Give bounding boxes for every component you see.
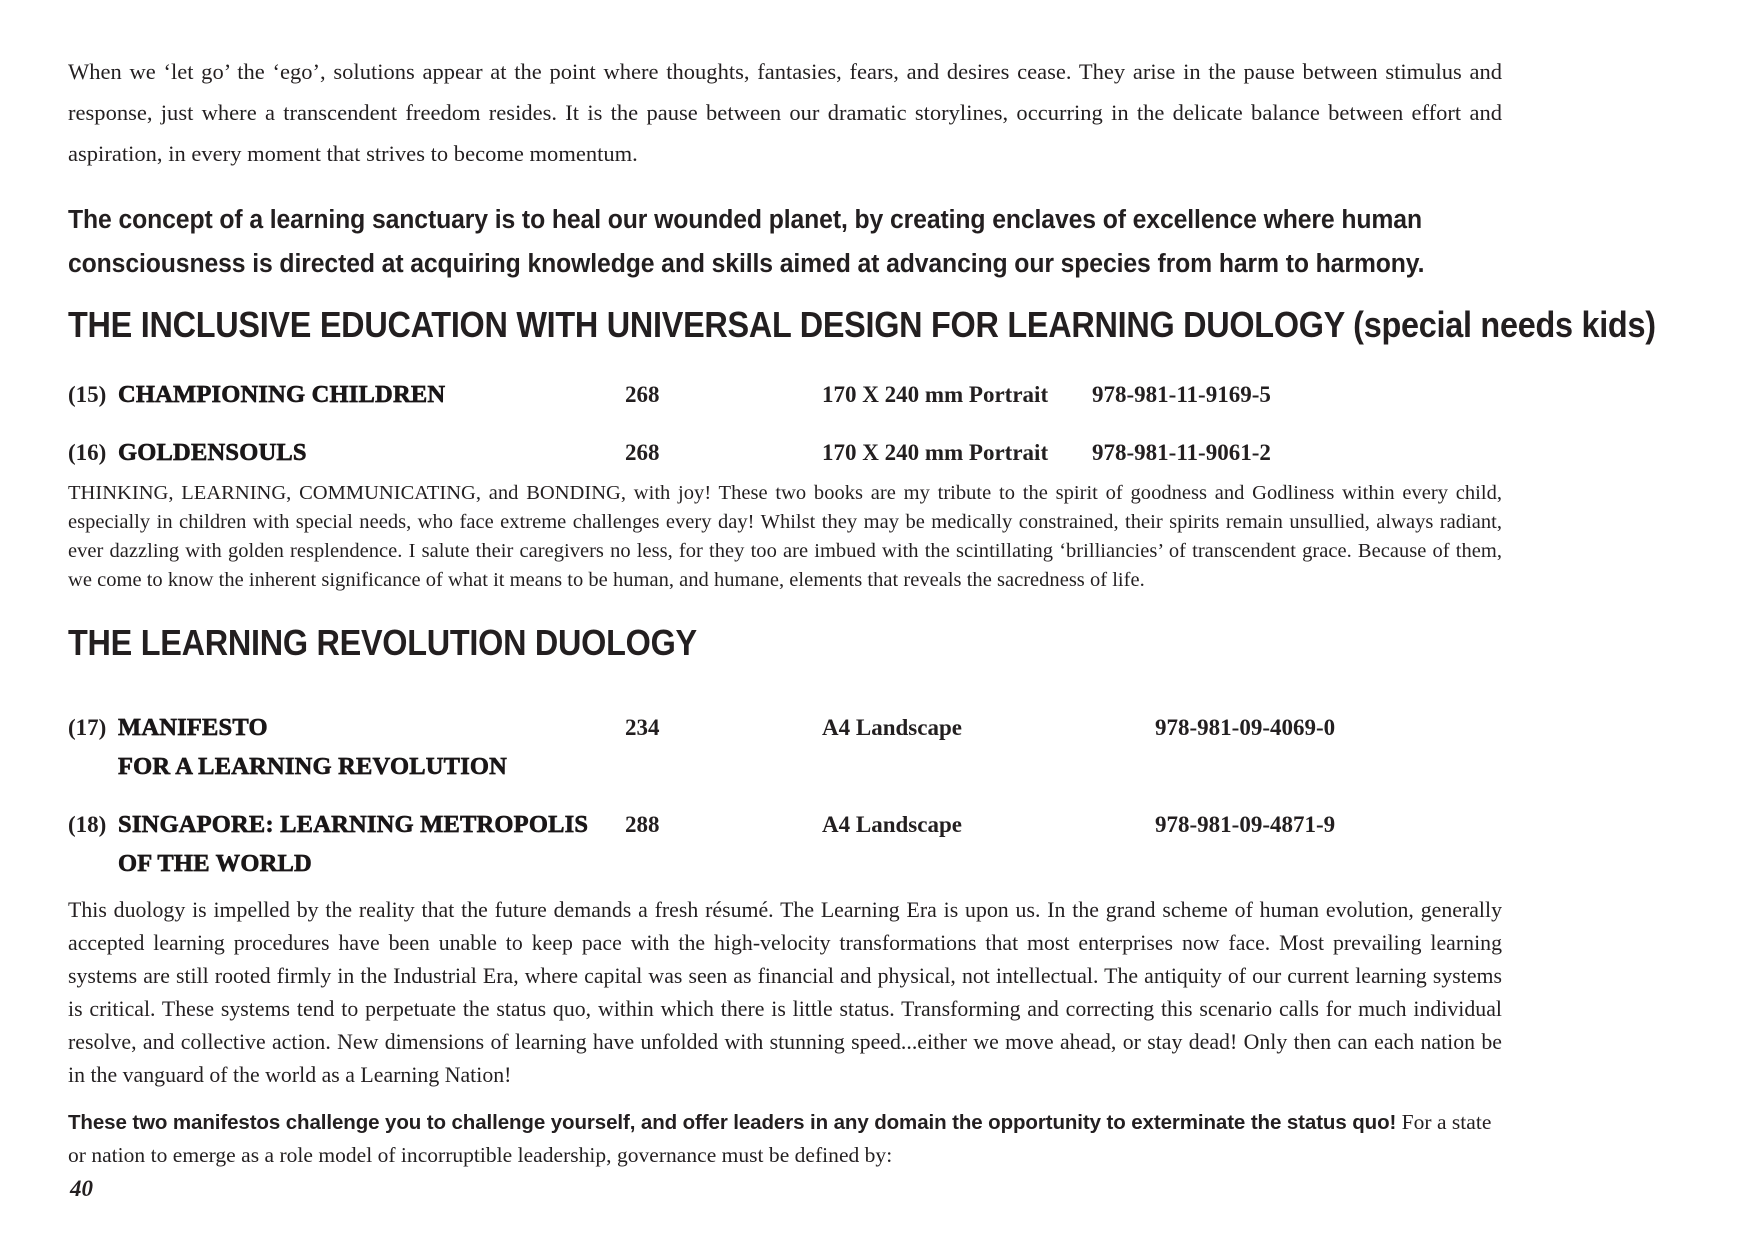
closing-bold-lead: These two manifestos challenge you to challenge yourself, and offer leaders in any domain the opportunity to exterminate the status quo! [68,1111,1397,1135]
entry-trim-size: 170 X 240 mm Portrait [822,381,1049,407]
entry-page-count: 268 [625,381,660,407]
entry-page-count: 288 [625,811,660,837]
section-heading-main-text: THE INCLUSIVE EDUCATION WITH UNIVERSAL DESIGN FOR LEARNING DUOLOGY [68,303,1354,345]
book-entry-row [68,439,1502,467]
entry-trim-size: A4 Landscape [822,811,962,837]
entry-title-continuation: OF THE WORLD [118,849,312,877]
book-entry-row [68,714,1502,742]
entry-trim-size: 170 X 240 mm Portrait [822,439,1049,465]
entry-page-count: 268 [625,439,660,465]
entry-title-continuation: FOR A LEARNING REVOLUTION [118,752,508,780]
book-entry-row [68,381,1502,409]
entry-isbn: 978-981-11-9169-5 [1092,381,1271,407]
entry-title: MANIFESTO [118,713,268,741]
learning-revolution-description: This duology is impelled by the reality that the future demands a fresh résumé. The Learning Era is upon us. In the grand scheme of human evolution, generally accepted learning procedures have been unable to keep pace with the high-velocity transformations that most enterprises now face. Most prevailing learning systems are still rooted firmly in the Industrial Era, where capital was seen as financial and physical, not intellectual. The antiquity of our current learning systems is critical. These systems tend to perpetuate the status quo, within which there is little status. Transforming and correcting this scenario calls for much individual resolve, and collective action. New dimensions of learning have unfolded with stunning speed...either we move ahead, or stay dead! Only then can each nation be in the vanguard of the world as a Learning Nation! [68,897,1502,1088]
closing-rest-text: For a state or nation to emerge as a role model of incorruptible leadership, governance must be defined by: [68,1110,1492,1168]
entry-page-count: 234 [625,714,660,740]
book-entry-18 [68,811,1502,878]
entry-number: (18) [68,811,107,837]
entry-isbn: 978-981-11-9061-2 [1092,439,1271,465]
entry-trim-size: A4 Landscape [822,714,962,740]
closing-paragraph [68,1106,1502,1171]
learning-sanctuary-statement: The concept of a learning sanctuary is to heal our wounded planet, by creating enclaves of excellence where human consciousness is directed at acquiring knowledge and skills aimed at advancing our species from harm to harmony. [68,205,1425,278]
entry-isbn: 978-981-09-4871-9 [1155,811,1336,837]
entry-title: CHAMPIONING CHILDREN [118,380,446,408]
book-entry-17 [68,714,1502,781]
book-entry-row [68,811,1502,839]
page-content [68,52,1656,1171]
section-heading-learning-revolution [68,623,1359,663]
inclusive-education-description: THINKING, LEARNING, COMMUNICATING, and BONDING, with joy! These two books are my tribute to the spirit of goodness and Godliness within every child, especially in children with special needs, who face extreme challenges every day! Whilst they may be medically constrained, their spirits remain unsullied, always radiant, ever dazzling with golden resplendence. I salute their caregivers no less, for they too are imbued with the scintillating ‘brilliancies’ of transcendent grace. Because of them, we come to know the inherent significance of what it means to be human, and humane, elements that reveals the sacredness of life. [68,481,1502,592]
entry-title: GOLDENSOULS [118,438,307,466]
book-entry-15 [68,381,1502,409]
section-heading-main-text: THE LEARNING REVOLUTION DUOLOGY [68,622,697,664]
page-number: 40 [70,1176,93,1201]
entry-title: SINGAPORE: LEARNING METROPOLIS [118,810,589,838]
entry-isbn: 978-981-09-4069-0 [1155,714,1336,740]
entry-number: (17) [68,714,107,740]
entry-number: (15) [68,381,107,407]
intro-paragraph: When we ‘let go’ the ‘ego’, solutions appear at the point where thoughts, fantasies, fears, and desires cease. They arise in the pause between stimulus and response, just where a transcendent freedom resides. It is the pause between our dramatic storylines, occurring in the delicate balance between effort and aspiration, in every moment that strives to become momentum. [68,59,1502,166]
entry-number: (16) [68,439,107,465]
section-heading-inclusive-education [68,303,1656,345]
book-entry-16 [68,439,1502,467]
section-heading-suffix-text: (special needs kids) [1353,303,1656,345]
